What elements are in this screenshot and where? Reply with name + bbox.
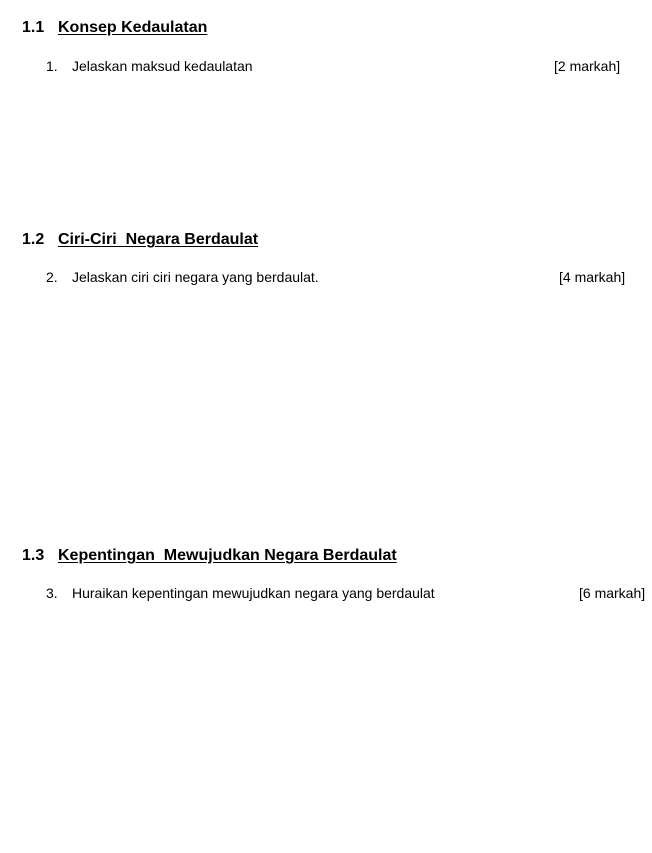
section-heading-1-1 — [22, 18, 207, 38]
question-2 — [46, 268, 652, 286]
question-marks: [4 markah] — [559, 269, 626, 285]
question-marks: [6 markah] — [579, 585, 646, 601]
question-3 — [46, 584, 652, 602]
question-marks: [2 markah] — [554, 58, 621, 74]
section-heading-1-2 — [22, 230, 258, 250]
section-number: 1.2 — [22, 231, 45, 248]
section-title: Kepentingan Mewujudkan Negara Berdaulat — [58, 547, 397, 564]
section-number: 1.1 — [22, 19, 45, 36]
question-number: 2. — [46, 269, 58, 285]
section-number: 1.3 — [22, 547, 45, 564]
question-number: 1. — [46, 58, 58, 74]
question-1 — [46, 57, 652, 75]
question-text: Jelaskan maksud kedaulatan — [72, 58, 253, 74]
section-title: Ciri-Ciri Negara Berdaulat — [58, 231, 259, 248]
question-text: Jelaskan ciri ciri negara yang berdaulat. — [72, 269, 319, 285]
question-number: 3. — [46, 585, 58, 601]
section-title: Konsep Kedaulatan — [58, 19, 208, 36]
section-heading-1-3 — [22, 546, 397, 566]
question-text: Huraikan kepentingan mewujudkan negara yang berdaulat — [72, 585, 435, 601]
